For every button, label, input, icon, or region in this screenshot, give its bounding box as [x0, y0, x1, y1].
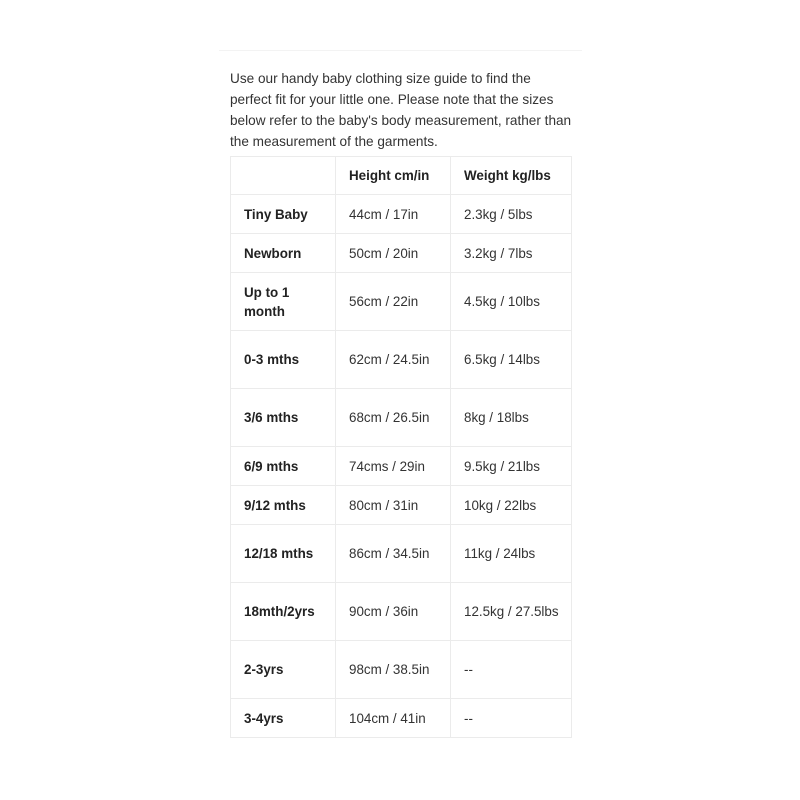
size-cell: 18mth/2yrs [231, 583, 336, 641]
size-cell: 12/18 mths [231, 525, 336, 583]
size-cell: 2-3yrs [231, 641, 336, 699]
size-cell: 9/12 mths [231, 486, 336, 525]
weight-cell: -- [451, 699, 572, 738]
table-row [231, 447, 572, 486]
weight-cell: 12.5kg / 27.5lbs [451, 583, 572, 641]
height-cell: 98cm / 38.5in [336, 641, 451, 699]
header-weight: Weight kg/lbs [451, 157, 572, 195]
weight-cell: 9.5kg / 21lbs [451, 447, 572, 486]
table-row [231, 641, 572, 699]
size-cell: 3/6 mths [231, 389, 336, 447]
weight-cell: 11kg / 24lbs [451, 525, 572, 583]
height-cell: 68cm / 26.5in [336, 389, 451, 447]
header-height: Height cm/in [336, 157, 451, 195]
table-row [231, 583, 572, 641]
table-row [231, 699, 572, 738]
height-cell: 80cm / 31in [336, 486, 451, 525]
size-guide-table [230, 156, 572, 738]
weight-cell: -- [451, 641, 572, 699]
height-cell: 86cm / 34.5in [336, 525, 451, 583]
weight-cell: 8kg / 18lbs [451, 389, 572, 447]
size-cell: Tiny Baby [231, 195, 336, 234]
weight-cell: 10kg / 22lbs [451, 486, 572, 525]
header-size [231, 157, 336, 195]
table-row [231, 389, 572, 447]
table-row [231, 525, 572, 583]
size-guide-panel [219, 50, 582, 751]
height-cell: 44cm / 17in [336, 195, 451, 234]
weight-cell: 4.5kg / 10lbs [451, 273, 572, 331]
height-cell: 90cm / 36in [336, 583, 451, 641]
height-cell: 104cm / 41in [336, 699, 451, 738]
height-cell: 56cm / 22in [336, 273, 451, 331]
size-cell: 3-4yrs [231, 699, 336, 738]
table-row [231, 195, 572, 234]
height-cell: 74cms / 29in [336, 447, 451, 486]
weight-cell: 3.2kg / 7lbs [451, 234, 572, 273]
intro-text: Use our handy baby clothing size guide to find the perfect fit for your little one. Please note that the sizes below refer to the baby's body measurement, rather than the measurement of the garments. [230, 71, 572, 149]
size-cell: 0-3 mths [231, 331, 336, 389]
table-row [231, 273, 572, 331]
height-cell: 62cm / 24.5in [336, 331, 451, 389]
size-cell: 6/9 mths [231, 447, 336, 486]
weight-cell: 2.3kg / 5lbs [451, 195, 572, 234]
weight-cell: 6.5kg / 14lbs [451, 331, 572, 389]
table-row [231, 234, 572, 273]
size-cell: Newborn [231, 234, 336, 273]
size-cell: Up to 1 month [231, 273, 336, 331]
table-row [231, 331, 572, 389]
table-row [231, 486, 572, 525]
table-header-row [231, 157, 572, 195]
height-cell: 50cm / 20in [336, 234, 451, 273]
